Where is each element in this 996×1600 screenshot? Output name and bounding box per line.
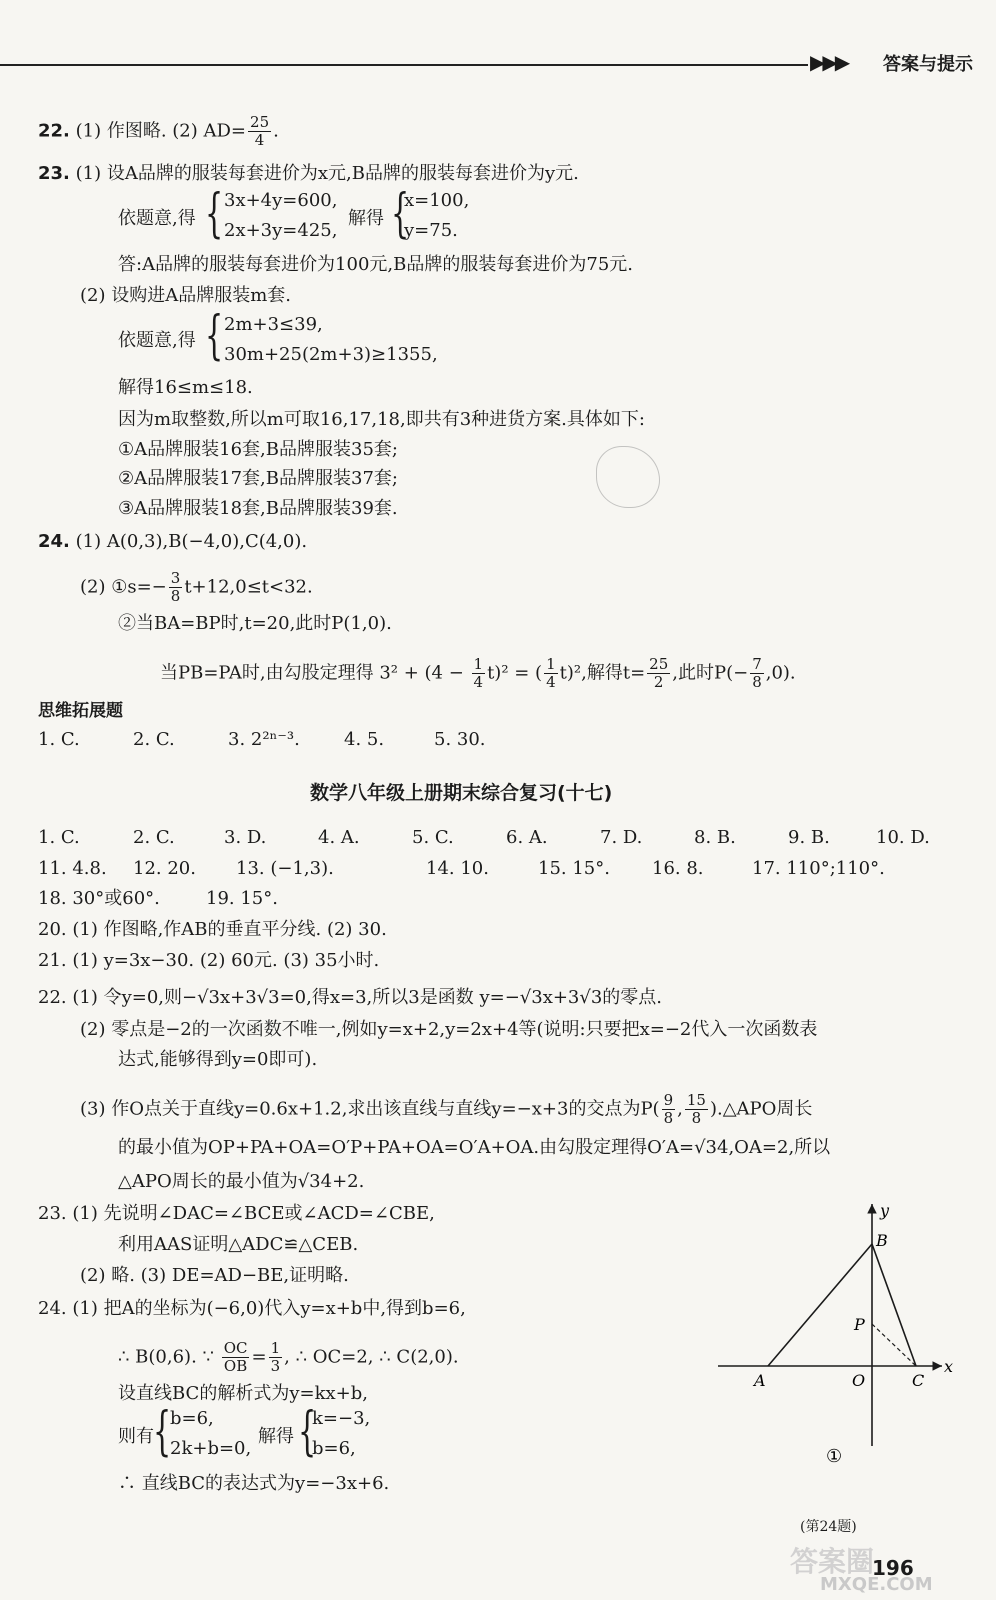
- page-number: 196: [872, 1556, 914, 1580]
- q24b-solution: k=−3, b=6,: [312, 1408, 371, 1459]
- q24b-sys-prefix: 则有: [118, 1426, 154, 1447]
- figure-caption: (第24题): [800, 1519, 857, 1535]
- q24b-sys-mid: 解得: [258, 1426, 294, 1447]
- q24b-line2: ∴ B(0,6). ∵ $\frac{OC}{OB}$ = $\frac{1}{3}$ , ∴ OC=2, ∴ C(2,0).: [118, 1339, 459, 1375]
- q22b-line5: 的最小值为OP+PA+OA=O′P+PA+OA=O′A+OA.由勾股定理得O′A=√34,OA=2,所以: [118, 1137, 831, 1158]
- point-c-label: C: [912, 1371, 925, 1390]
- answer-item: 18. 30°或60°.: [38, 888, 160, 909]
- q23-plan1: ①A品牌服装16套,B品牌服装35套;: [118, 439, 398, 460]
- answer-item: 15. 15°.: [538, 858, 610, 879]
- q24-line2: (2) ①s=− $\frac{3}{8}$ t+12,0≤t<32.: [80, 569, 313, 605]
- q22b-line3: 达式,能够得到y=0即可).: [118, 1049, 318, 1070]
- answer-item: 4. A.: [318, 827, 360, 848]
- think-a3: 3. 2²ⁿ⁻³.: [228, 729, 300, 750]
- section-title: 数学八年级上册期末综合复习(十七): [310, 782, 613, 804]
- brace: {: [205, 306, 224, 366]
- answer-item: 6. A.: [506, 827, 548, 848]
- answer-item: 1. C.: [38, 827, 80, 848]
- brace: {: [298, 1402, 317, 1462]
- q23-system2: 2m+3≤39, 30m+25(2m+3)≥1355,: [224, 314, 438, 365]
- answer-item: 2. C.: [133, 827, 175, 848]
- q21-answer: 21. (1) y=3x−30. (2) 60元. (3) 35小时.: [38, 950, 380, 971]
- question-number: 22.: [38, 120, 70, 142]
- answer-item: 11. 4.8.: [38, 858, 107, 879]
- figure-number: ①: [826, 1446, 843, 1467]
- watermark-url: MXQE.COM: [820, 1574, 933, 1595]
- q23-line4: 因为m取整数,所以m可取16,17,18,即共有3种进货方案.具体如下:: [118, 409, 645, 430]
- point-p-label: P: [854, 1315, 865, 1334]
- answer-text: (1) 作图略. (2) AD=: [75, 120, 247, 142]
- point-a-label: A: [754, 1371, 766, 1390]
- header-title: 答案与提示: [883, 54, 973, 75]
- segment-ab: [768, 1244, 872, 1366]
- q24b-system: b=6, 2k+b=0,: [170, 1408, 252, 1459]
- q23b-line1: 23. (1) 先说明∠DAC=∠BCE或∠ACD=∠CBE,: [38, 1203, 435, 1224]
- think-title: 思维拓展题: [38, 701, 123, 721]
- q22b-line6: △APO周长的最小值为√34+2.: [118, 1171, 365, 1192]
- q23-system1: 3x+4y=600, 2x+3y=425,: [224, 190, 338, 241]
- x-label: x: [944, 1357, 954, 1376]
- q22b-line2: (2) 零点是−2的一次函数不唯一,例如y=x+2,y=2x+4等(说明:只要把x=−2代入一次函数表: [80, 1019, 818, 1040]
- answer-item: 12. 20.: [133, 858, 196, 879]
- q20-answer: 20. (1) 作图略,作AB的垂直平分线. (2) 30.: [38, 919, 387, 940]
- q23b-line3: (2) 略. (3) DE=AD−BE,证明略.: [80, 1265, 349, 1286]
- answer-item: 16. 8.: [652, 858, 704, 879]
- y-label: y: [880, 1201, 890, 1220]
- q23-sys1-mid: 解得: [348, 208, 384, 229]
- q23-plan3: ③A品牌服装18套,B品牌服装39套.: [118, 498, 398, 519]
- q24-line1: 24. (1) A(0,3),B(−4,0),C(4,0).: [38, 531, 308, 552]
- answer-item: 8. B.: [694, 827, 736, 848]
- q23-line1: 23. (1) 设A品牌的服装每套进价为x元,B品牌的服装每套进价为y元.: [38, 163, 579, 184]
- q22b-line1: 22. (1) 令y=0,则−√3x+3√3=0,得x=3,所以3是函数 y=−√3x+3√3的零点.: [38, 987, 663, 1008]
- header-rule: [0, 64, 808, 66]
- coordinate-figure: [712, 1196, 972, 1496]
- q24b-line1: 24. (1) 把A的坐标为(−6,0)代入y=x+b中,得到b=6,: [38, 1298, 466, 1319]
- brace: {: [153, 1402, 172, 1462]
- answer-item: 3. D.: [224, 827, 267, 848]
- q23-sys1-prefix: 依题意,得: [118, 208, 196, 229]
- answer-item: 14. 10.: [426, 858, 489, 879]
- answer-item: 10. D.: [876, 827, 930, 848]
- fraction: $\frac{25}{4}$: [250, 113, 270, 149]
- q24-line3: ②当BA=BP时,t=20,此时P(1,0).: [118, 613, 392, 634]
- q23-line2: (2) 设购进A品牌服装m套.: [80, 285, 292, 306]
- watermark-logo: 答案圈: [790, 1545, 875, 1578]
- header-arrows-icon: ▶▶▶: [810, 50, 848, 74]
- q24b-line4: ∴ 直线BC的表达式为y=−3x+6.: [118, 1473, 390, 1494]
- think-a1: 1. C.: [38, 729, 80, 750]
- answer-item: 13. (−1,3).: [236, 858, 334, 879]
- answer-item: 7. D.: [600, 827, 643, 848]
- q24b-line3: 设直线BC的解析式为y=kx+b,: [118, 1383, 368, 1404]
- think-a2: 2. C.: [133, 729, 175, 750]
- segment-bc: [872, 1244, 916, 1366]
- point-o-label: O: [852, 1371, 866, 1390]
- answer-item: 5. C.: [412, 827, 454, 848]
- q24-line4: 当PB=PA时,由勾股定理得 3² + (4 − $\frac{1}{4}$ t)² = ( $\frac{1}{4}$ t)²,解得t= $\frac{25}{2}$ ,此时P(− $\frac{7}{8}$ ,0).: [160, 655, 796, 691]
- answer-item: 9. B.: [788, 827, 830, 848]
- segment-pc: [872, 1324, 916, 1366]
- q23-line3: 解得16≤m≤18.: [118, 377, 253, 398]
- q22b-line4: (3) 作O点关于直线y=0.6x+1.2,求出该直线与直线y=−x+3的交点为P( $\frac{9}{8}$ , $\frac{15}{8}$ ).△APO周长: [80, 1091, 813, 1127]
- q23-plan2: ②A品牌服装17套,B品牌服装37套;: [118, 468, 398, 489]
- q23-sys2-prefix: 依题意,得: [118, 330, 196, 351]
- answer-item: 17. 110°;110°.: [752, 858, 885, 879]
- stamp-mark: [596, 446, 660, 508]
- point-b-label: B: [876, 1231, 888, 1250]
- think-a5: 5. 30.: [434, 729, 486, 750]
- q22-answer: 22. (1) 作图略. (2) AD= $\frac{25}{4}$ .: [38, 113, 279, 149]
- q23-answer1: 答:A品牌的服装每套进价为100元,B品牌的服装每套进价为75元.: [118, 254, 633, 275]
- think-a4: 4. 5.: [344, 729, 385, 750]
- brace: {: [205, 184, 224, 244]
- answer-item: 19. 15°.: [206, 888, 278, 909]
- brace: {: [391, 184, 410, 244]
- q23b-line2: 利用AAS证明△ADC≌△CEB.: [118, 1234, 359, 1255]
- q23-solution1: x=100, y=75.: [404, 190, 470, 241]
